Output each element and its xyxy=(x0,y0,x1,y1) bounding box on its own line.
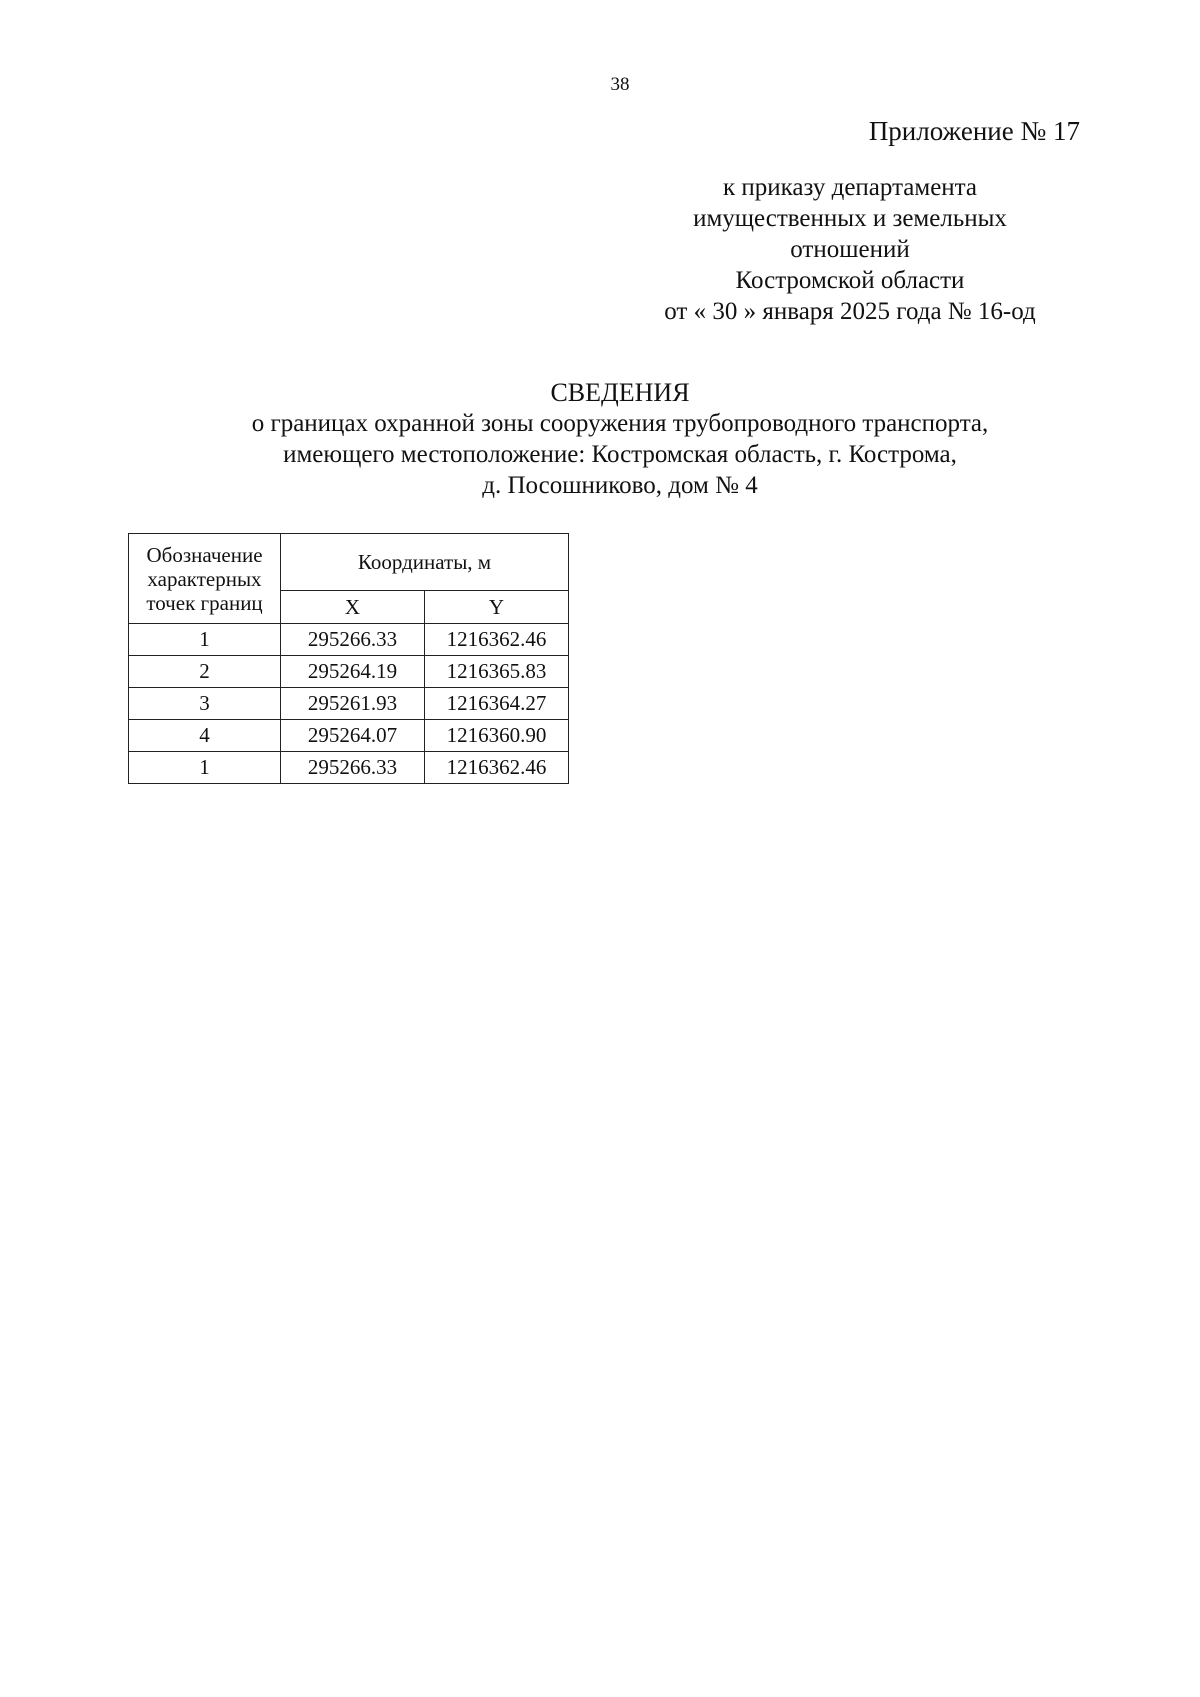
heading-subtitle-line: о границах охранной зоны сооружения трубопроводного транспорта, xyxy=(251,410,989,437)
order-reference-line: Костромской области xyxy=(735,267,965,294)
y-cell: 1216365.83 xyxy=(425,656,569,688)
order-reference-line: от « 30 » января 2025 года № 16-од xyxy=(664,298,1036,325)
point-header-line: Обозначение xyxy=(146,542,263,567)
table-row xyxy=(129,720,569,752)
point-header-line: характерных xyxy=(147,566,262,591)
appendix-label: Приложение № 17 xyxy=(868,116,1080,146)
heading-subtitle-line: имеющего местоположение: Костромская область, г. Кострома, xyxy=(283,441,957,468)
y-cell: 1216364.27 xyxy=(425,688,569,720)
order-reference-line: имущественных и земельных xyxy=(693,205,1007,232)
x-cell: 295261.93 xyxy=(281,688,425,720)
table-row xyxy=(129,752,569,784)
point-cell: 1 xyxy=(129,624,281,656)
page-number: 38 xyxy=(610,74,630,95)
order-reference-line: к приказу департамента xyxy=(722,174,978,201)
table-header-row xyxy=(129,534,569,591)
point-designation-header xyxy=(129,534,281,624)
point-cell: 3 xyxy=(129,688,281,720)
point-cell: 2 xyxy=(129,656,281,688)
coordinates-header: Координаты, м xyxy=(281,534,569,591)
x-cell: 295264.07 xyxy=(281,720,425,752)
document-heading xyxy=(120,378,1120,501)
heading-subtitle-line: д. Посошниково, дом № 4 xyxy=(482,472,758,499)
y-cell: 1216362.46 xyxy=(425,624,569,656)
y-header: Y xyxy=(425,591,569,624)
point-cell: 1 xyxy=(129,752,281,784)
point-header-line: точек границ xyxy=(146,590,263,615)
x-header: X xyxy=(281,591,425,624)
x-cell: 295266.33 xyxy=(281,752,425,784)
heading-title: СВЕДЕНИЯ xyxy=(550,378,690,407)
coordinates-table xyxy=(128,533,569,784)
y-cell: 1216362.46 xyxy=(425,752,569,784)
table-row xyxy=(129,688,569,720)
x-cell: 295264.19 xyxy=(281,656,425,688)
order-reference xyxy=(600,172,1100,327)
table-row xyxy=(129,656,569,688)
table-row xyxy=(129,624,569,656)
order-reference-line: отношений xyxy=(790,236,910,263)
y-cell: 1216360.90 xyxy=(425,720,569,752)
x-cell: 295266.33 xyxy=(281,624,425,656)
point-cell: 4 xyxy=(129,720,281,752)
